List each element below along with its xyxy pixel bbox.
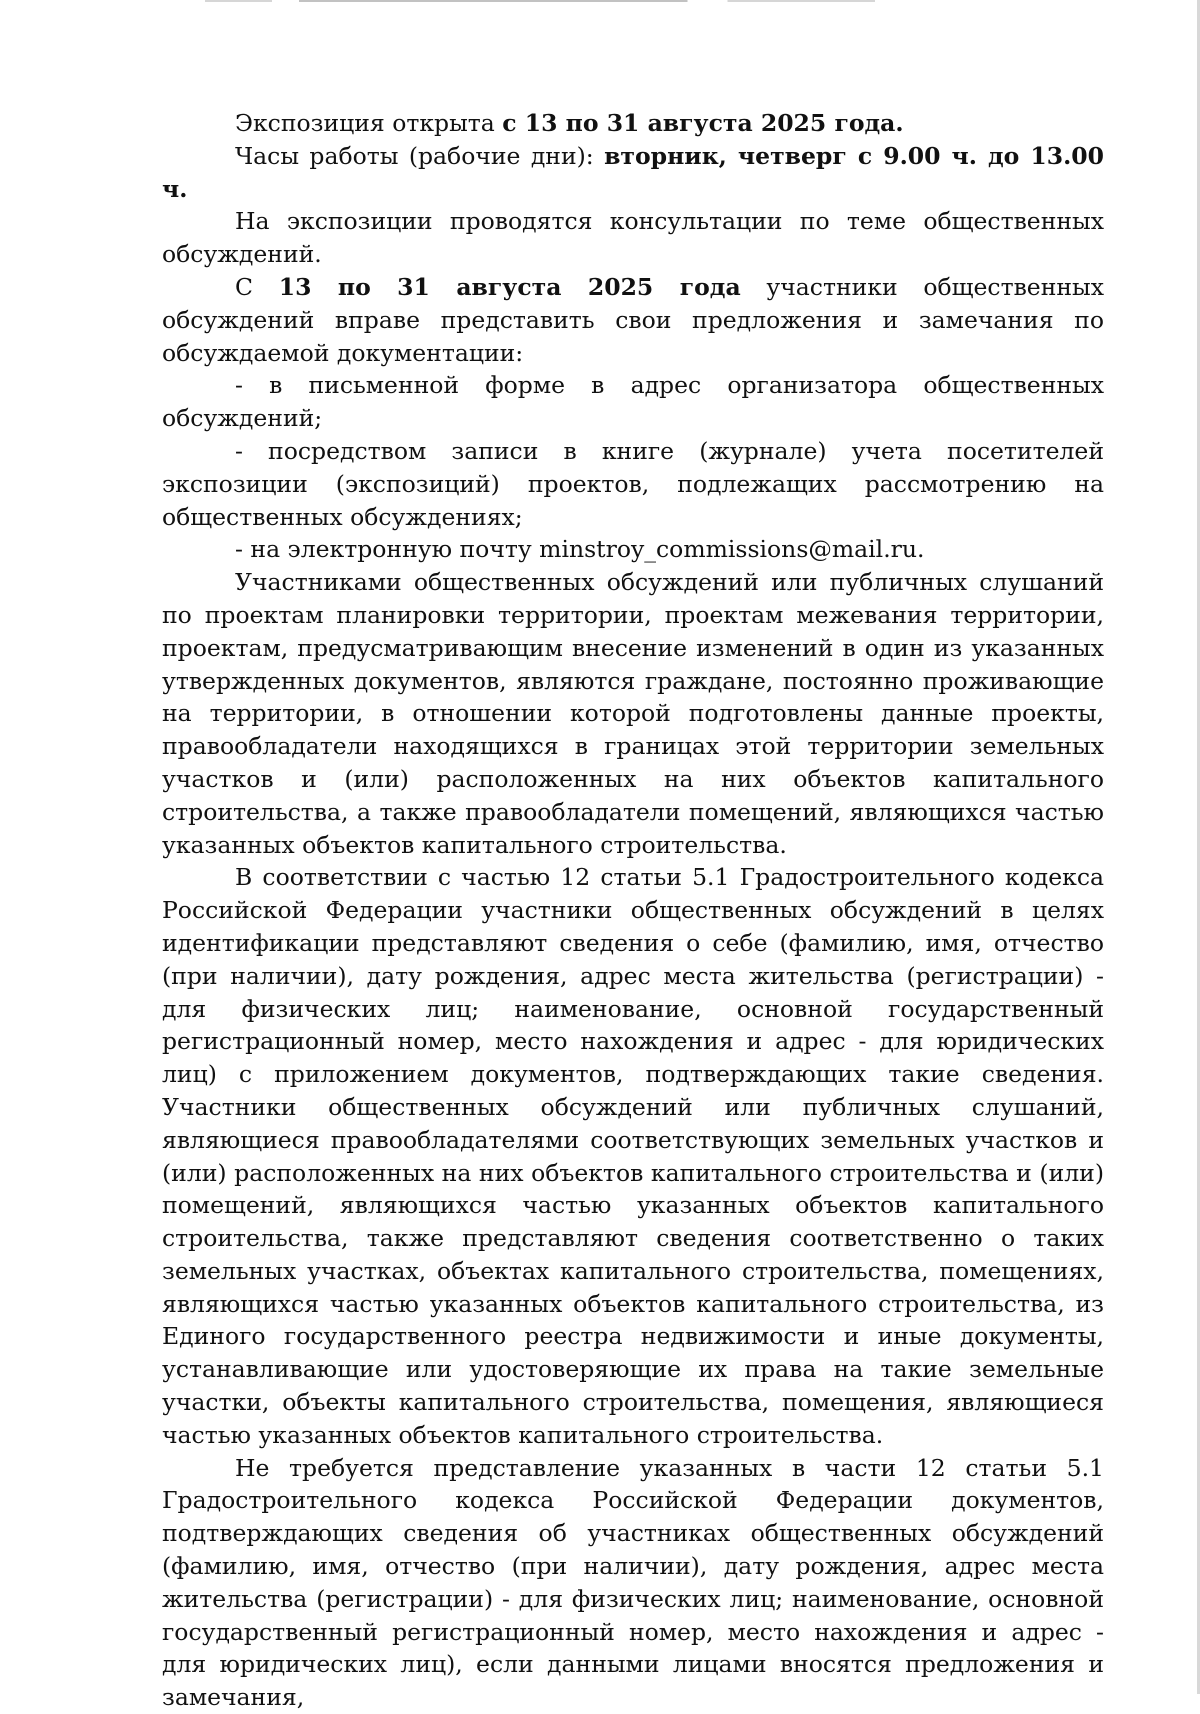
- method-written: - в письменной форме в адрес организатора общественных обсуждений;: [162, 371, 1104, 433]
- proposals-intro-paragraph: С 13 по 31 августа 2025 года участники общественных обсуждений вправе представить свои предложения и замечания по обсуждаемой документации:: [162, 272, 1104, 367]
- document-body: [162, 107, 1104, 1714]
- scan-artifact-top: [205, 0, 875, 2]
- not-required-paragraph: Не требуется представление указанных в части 12 статьи 5.1 Градостроительного кодекса Российской Федерации документов, подтверждающих сведения об участниках общественных обсуждений (фамилию, имя, отчество (при наличии), дату рождения, адрес места жительства (регистрации) - для физических лиц; наименование, основной государственный регистрационный номер, место нахождения и адрес - для юридических лиц), если данными лицами вносятся предложения и замечания,: [162, 1453, 1104, 1712]
- expo-open-paragraph: Экспозиция открыта с 13 по 31 августа 2025 года.: [235, 109, 904, 137]
- method-journal: - посредством записи в книге (журнале) учета посетителей экспозиции (экспозиций) проектов, подлежащих рассмотрению на общественных обсуждениях;: [162, 436, 1104, 531]
- participants-paragraph: Участниками общественных обсуждений или публичных слушаний по проектам планировки территории, проектам межевания территории, проектам, предусматривающим внесение изменений в один из указанных утвержденных документов, являются граждане, постоянно проживающие на территории, в отношении которой подготовлены данные проекты, правообладатели находящихся в границах этой территории земельных участков и (или) расположенных на них объектов капитального строительства, а также правообладатели помещений, являющихся частью указанных объектов капитального строительства.: [162, 568, 1104, 859]
- method-email: - на электронную почту minstroy_commissions@mail.ru.: [235, 535, 925, 564]
- consultations-paragraph: На экспозиции проводятся консультации по теме общественных обсуждений.: [162, 207, 1104, 269]
- work-hours-paragraph: Часы работы (рабочие дни): вторник, четверг с 9.00 ч. до 13.00 ч.: [162, 141, 1105, 203]
- identification-paragraph: В соответствии с частью 12 статьи 5.1 Градостроительного кодекса Российской Федерации участники общественных обсуждений в целях идентификации представляют сведения о себе (фамилию, имя, отчество (при наличии), дату рождения, адрес места жительства (регистрации) - для физических лиц; наименование, основной государственный регистрационный номер, место нахождения и адрес - для юридических лиц) с приложением документов, подтверждающих такие сведения. Участники общественных обсуждений или публичных слушаний, являющиеся правообладателями соответствующих земельных участков и (или) расположенных на них объектов капитального строительства и (или) помещений, являющихся частью указанных объектов капитального строительства, также представляют сведения соответственно о таких земельных участках, объектах капитального строительства, помещениях, являющихся частью указанных объектов капитального строительства, из Единого государственного реестра недвижимости и иные документы, устанавливающие или удостоверяющие их права на такие земельные участки, объекты капитального строительства, помещения, являющиеся частью указанных объектов капитального строительства.: [162, 863, 1104, 1449]
